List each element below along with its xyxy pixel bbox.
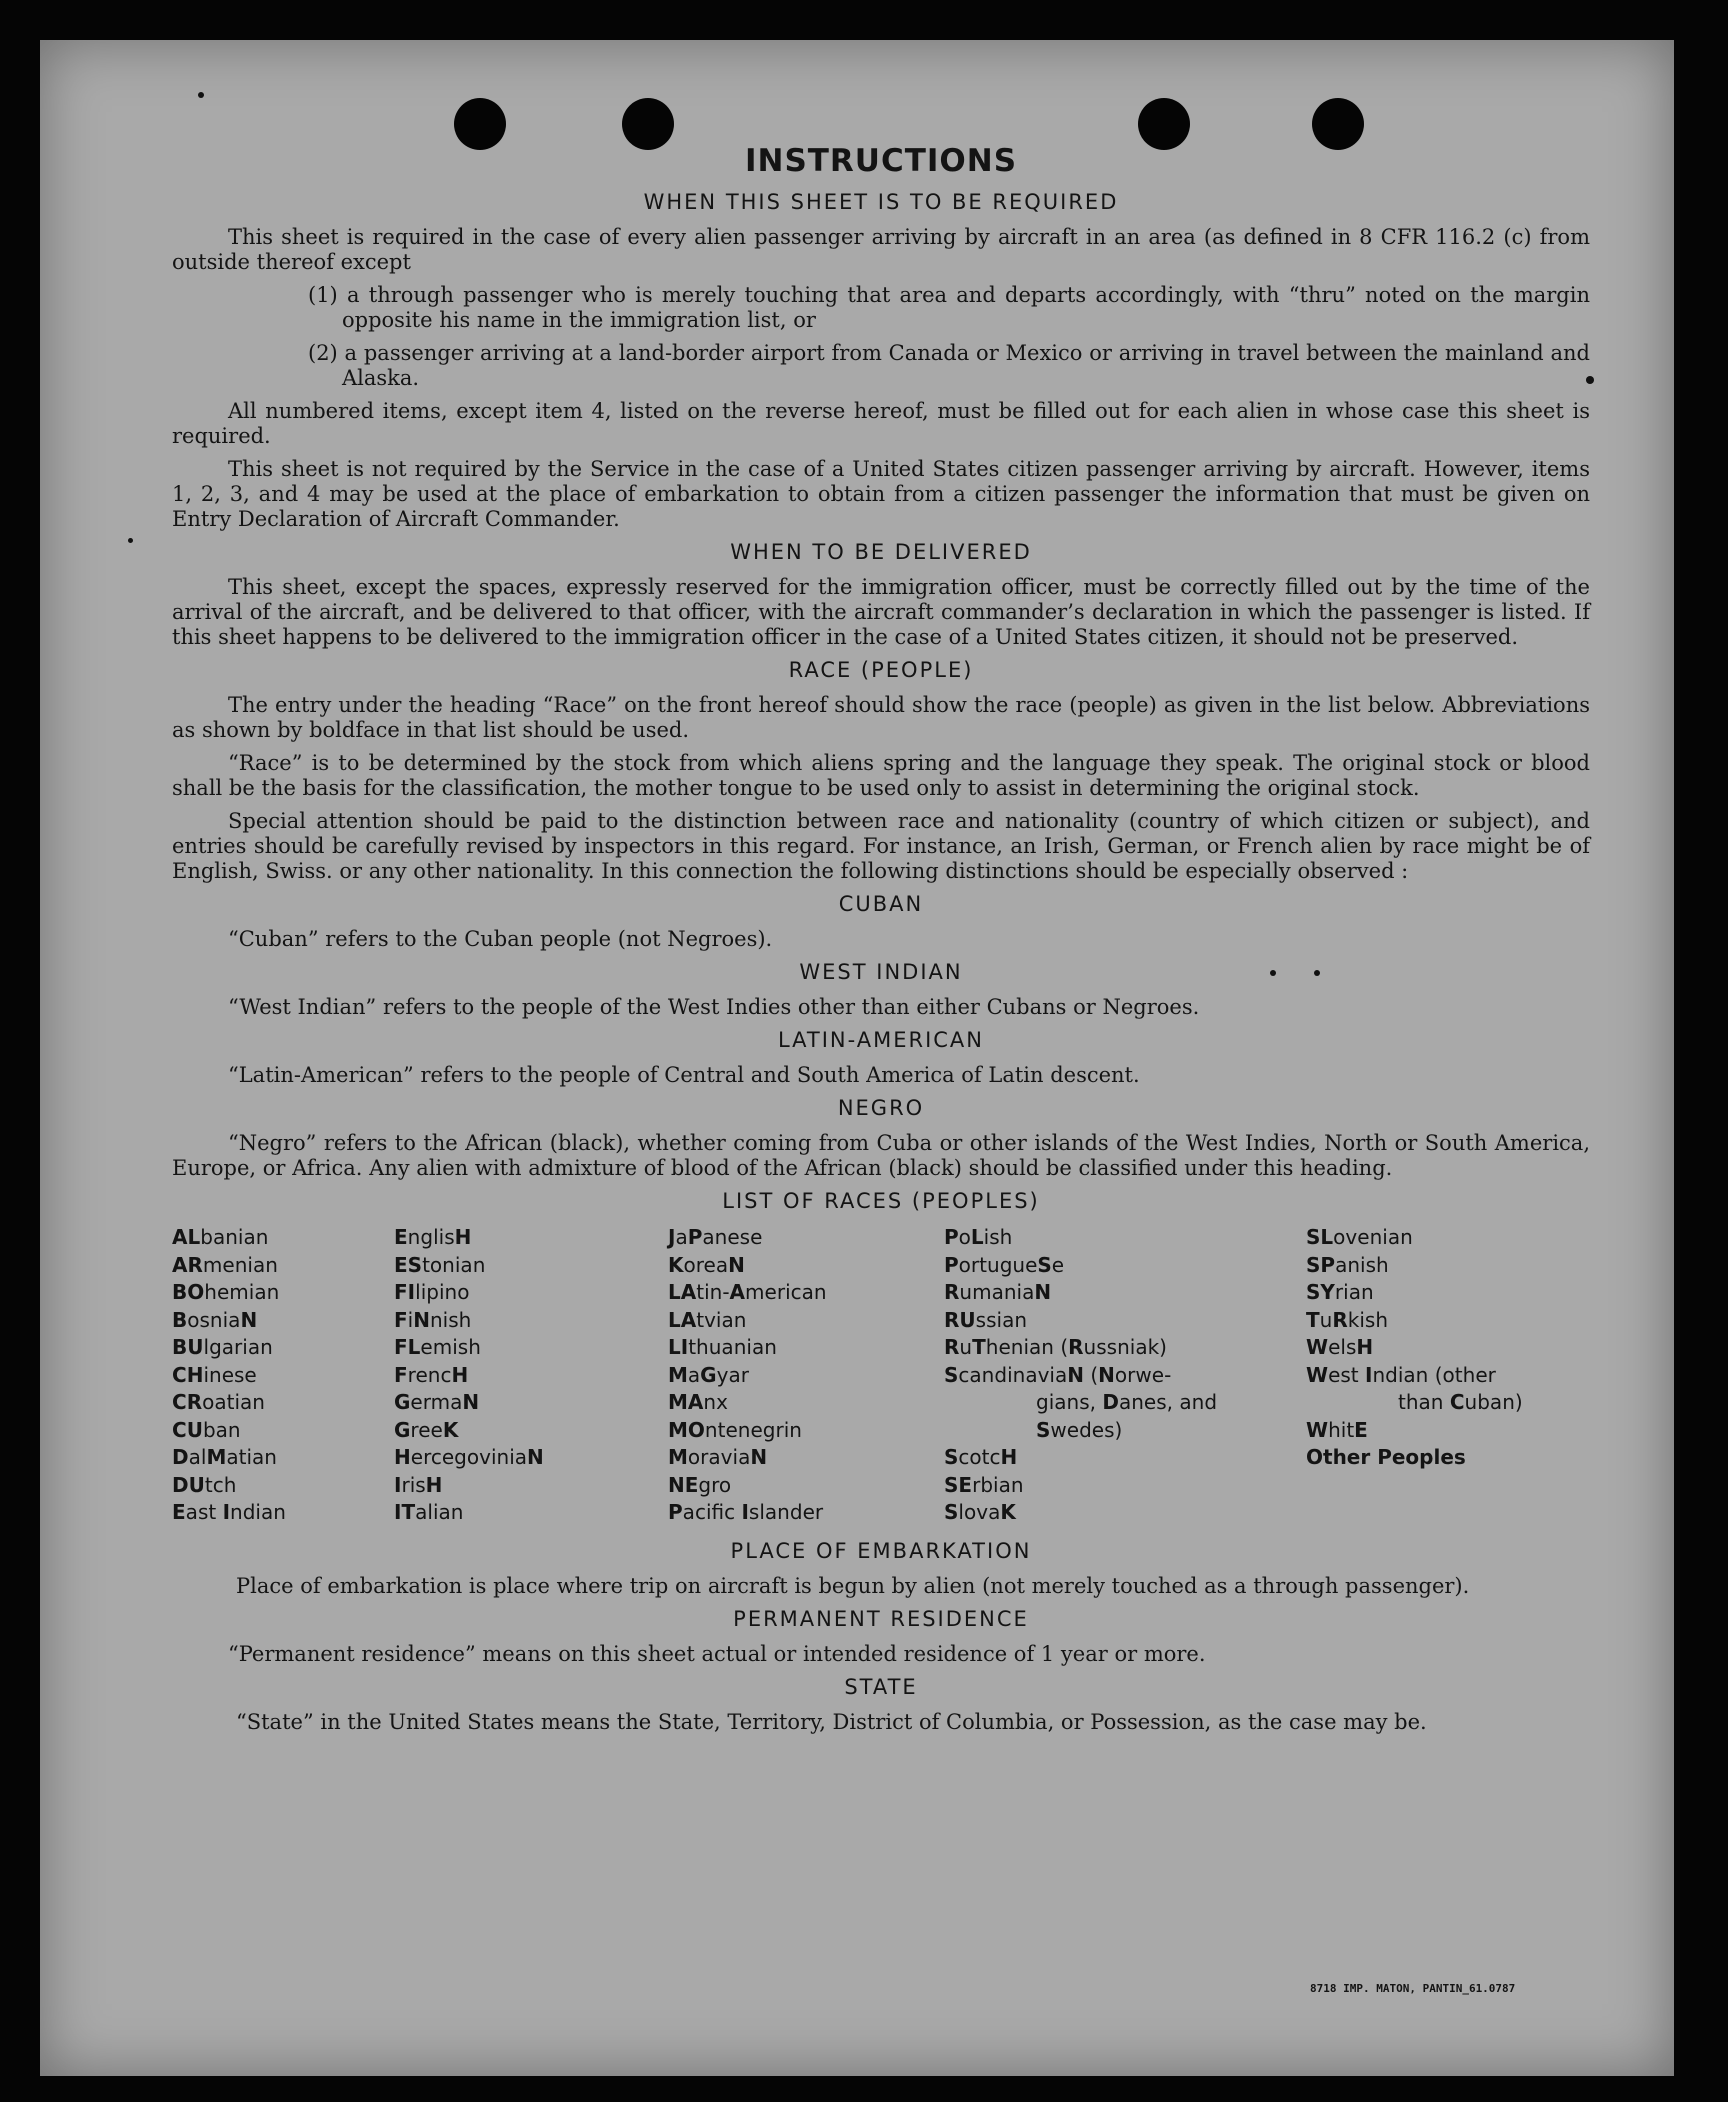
section-heading: CUBAN: [838, 892, 924, 916]
race-item: RUssian: [944, 1307, 1028, 1332]
race-item: LAtvian: [668, 1307, 747, 1332]
race-item: IrisH: [394, 1472, 443, 1497]
instructions-body: [172, 144, 1590, 1743]
races-column: [668, 1224, 944, 1527]
race-item: East Indian: [172, 1500, 286, 1524]
race-item: Pacifc Islander: [668, 1500, 824, 1524]
race-item: Swedes): [1036, 1417, 1123, 1442]
section-heading: NEGRO: [837, 1096, 925, 1120]
race-item: PortugueSe: [944, 1252, 1065, 1277]
page-title: INSTRUCTIONS: [744, 143, 1018, 179]
paragraph: “Permanent residence” means on this sheet actual or intended residence of 1 year or more.: [228, 1641, 1206, 1666]
race-item: BosniaN: [172, 1307, 258, 1332]
race-item: GermaN: [394, 1390, 480, 1414]
race-item: ScotcH: [944, 1445, 1018, 1469]
race-item: EStonian: [394, 1252, 486, 1277]
race-item: ScandinaviaN (Norwe-: [944, 1362, 1172, 1387]
race-item: MaGyar: [668, 1362, 749, 1387]
race-item: HercegoviniaN: [394, 1445, 544, 1469]
race-item: Other Peoples: [1306, 1445, 1466, 1469]
race-item: MOntenegrin: [668, 1417, 802, 1442]
race-item: SPanish: [1306, 1252, 1389, 1277]
race-item: LAtin-American: [668, 1280, 827, 1304]
race-item: MAnx: [668, 1390, 728, 1414]
section-heading: LIST OF RACES (PEOPLES): [722, 1189, 1040, 1213]
race-item: NEgro: [668, 1472, 732, 1497]
section-heading: WHEN TO BE DELIVERED: [730, 540, 1032, 564]
race-item: SLovenian: [1306, 1225, 1413, 1249]
paragraph: “Negro” refers to the African (black), whether coming from Cuba or other islands of the West Indies, North or South America, Europe, or Africa. Any alien with admixture of blood of the African (black) should be classified under this heading.: [172, 1131, 1590, 1180]
section-heading: LATIN-AMERICAN: [777, 1028, 985, 1052]
race-item: JaPanese: [668, 1225, 763, 1249]
race-item: CUban: [172, 1417, 241, 1442]
race-item: SErbian: [944, 1472, 1024, 1497]
race-item: WhitE: [1306, 1417, 1368, 1442]
punch-hole: [622, 98, 674, 150]
races-column: [172, 1224, 394, 1527]
list-item: (1) a through passenger who is merely touching that area and departs accordingly, with “thru” noted on the margin opposite his name in the immigration list, or: [308, 283, 1590, 332]
race-item: West Indian (other: [1306, 1362, 1496, 1387]
race-item: ARmenian: [172, 1252, 278, 1277]
race-item: EnglisH: [394, 1225, 472, 1249]
race-item: RumaniaN: [944, 1280, 1052, 1304]
race-item: CRoatian: [172, 1390, 265, 1414]
list-item: (2) a passenger arriving at a land-border airport from Canada or Mexico or arriving in travel between the mainland and Alaska.: [308, 341, 1590, 390]
section-heading: PLACE OF EMBARKATION: [730, 1538, 1032, 1563]
race-item: BUlgarian: [172, 1335, 273, 1359]
paragraph: Special attention should be paid to the distinction between race and nationality (country of which citizen or subject), and entries should be carefully revised by inspectors in this regard. For instance, an Irish, German, or French alien by race might be of English, Swiss. or any other nationality. In this connection the following distinctions should be especially observed :: [172, 809, 1590, 883]
paragraph: Place of embarkation is place where trip on aircraft is begun by alien (not merely touched as a through passenger).: [236, 1573, 1470, 1598]
race-item: than Cuban): [1398, 1390, 1523, 1414]
race-item: GreeK: [394, 1417, 459, 1442]
race-item: gians, Danes, and: [1036, 1390, 1218, 1414]
race-item: DalMatian: [172, 1445, 277, 1469]
paragraph: This sheet is required in the case of every alien passenger arriving by aircraft in an area (as defined in 8 CFR 116.2 (c) from outside thereof except: [172, 225, 1590, 274]
paragraph: “West Indian” refers to the people of the West Indies other than either Cubans or Negroes.: [228, 995, 1200, 1019]
section-heading: WEST INDIAN: [799, 960, 963, 984]
race-item: FLemish: [394, 1335, 481, 1359]
race-item: ALbanian: [172, 1225, 269, 1249]
paragraph: This sheet is not required by the Service in the case of a United States citizen passenger arriving by aircraft. However, items 1, 2, 3, and 4 may be used at the place of embarkation to obtain from a citizen passenger the information that must be given on Entry Declaration of Aircraft Commander.: [172, 457, 1590, 531]
section-heading: RACE (PEOPLE): [788, 658, 974, 682]
paragraph: All numbered items, except item 4, listed on the reverse hereof, must be filled out for each alien in whose case this sheet is required.: [172, 399, 1590, 448]
race-item: SlovaK: [944, 1500, 1016, 1524]
section-heading: STATE: [844, 1674, 918, 1699]
race-item: RuThenian (Russniak): [944, 1335, 1167, 1359]
race-item: DUtch: [172, 1472, 237, 1497]
paragraph: “Cuban” refers to the Cuban people (not Negroes).: [228, 927, 773, 951]
race-item: PoLish: [944, 1225, 1013, 1249]
race-item: ITalian: [394, 1500, 464, 1524]
race-item: SYrian: [1306, 1280, 1374, 1304]
race-item: MoraviaN: [668, 1445, 768, 1469]
race-item: KoreaN: [668, 1252, 745, 1277]
document-sheet: [40, 40, 1674, 2076]
race-item: LIthuanian: [668, 1335, 777, 1359]
races-list: [172, 1224, 1590, 1527]
speck: [198, 92, 204, 98]
punch-hole: [454, 98, 506, 150]
races-column: [394, 1224, 668, 1527]
race-item: FiNnish: [394, 1307, 472, 1332]
section-heading: PERMANENT RESIDENCE: [733, 1606, 1029, 1631]
punch-hole: [1312, 98, 1364, 150]
section-heading: WHEN THIS SHEET IS TO BE REQUIRED: [643, 190, 1119, 214]
paragraph: This sheet, except the spaces, expressly reserved for the immigration officer, must be correctly filled out by the time of the arrival of the aircraft, and be delivered to that officer, with the aircraft commander’s declaration in which the passenger is listed. If this sheet happens to be delivered to the immigration officer in the case of a United States citizen, it should not be preserved.: [172, 575, 1590, 649]
race-item: TuRkish: [1306, 1307, 1389, 1332]
race-item: FrencH: [394, 1362, 469, 1387]
race-item: FIlipino: [394, 1280, 470, 1304]
race-item: WelsH: [1306, 1335, 1374, 1359]
paragraph: “Latin-American” refers to the people of Central and South America of Latin descent.: [228, 1063, 1140, 1087]
races-column: [944, 1224, 1306, 1527]
race-item: BOhemian: [172, 1280, 280, 1304]
printer-imprint: 8718 IMP. MATON, PANTIN_61.0787: [1310, 1982, 1516, 1995]
speck: [128, 538, 133, 543]
punch-hole: [1138, 98, 1190, 150]
races-column: [1306, 1224, 1556, 1527]
race-item: CHinese: [172, 1362, 257, 1387]
paragraph: The entry under the heading “Race” on the front hereof should show the race (people) as given in the list below. Abbreviations as shown by boldface in that list should be used.: [172, 693, 1590, 742]
paragraph: “Race” is to be determined by the stock from which aliens spring and the language they speak. The original stock or blood shall be the basis for the classification, the mother tongue to be used only to assist in determining the original stock.: [172, 751, 1590, 800]
paragraph: “State” in the United States means the State, Territory, District of Columbia, or Possession, as the case may be.: [236, 1709, 1427, 1734]
